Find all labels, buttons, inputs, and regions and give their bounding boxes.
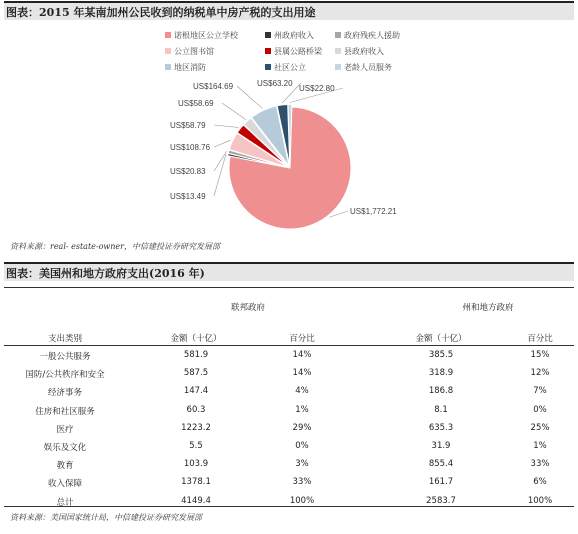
table-header-rule (4, 345, 574, 346)
table-cell: 100% (527, 495, 553, 506)
table-cell: 587.5 (183, 368, 209, 379)
table-cell: 581.9 (183, 350, 209, 360)
table-cell: 147.4 (183, 386, 209, 397)
legend-label: 社区公立 (274, 63, 306, 72)
table-cell: 100% (289, 495, 315, 506)
table-bottom-rule (4, 506, 574, 507)
table-cell: 855.4 (428, 459, 454, 470)
table-cell: 385.5 (428, 350, 454, 360)
slice-data-label: US$164.69 (193, 82, 234, 91)
row-category: 娱乐及文化 (43, 443, 87, 453)
table-cell: 29% (292, 422, 312, 433)
row-category: 总计 (56, 497, 74, 508)
table-cell: 60.3 (186, 404, 206, 415)
slice-data-label: US$20.83 (170, 167, 206, 176)
figure1-title: 图表：2015 年某南加州公民收到的纳税单中房产税的支出用途 (4, 1, 574, 20)
table-cell: 14% (292, 350, 312, 360)
row-category: 经济事务 (47, 388, 82, 399)
leader-line (214, 140, 231, 147)
figure1-source: 资料来源：real- estate-owner，中信建投证券研究发展部 (10, 242, 220, 251)
row-category: 住房和社区服务 (35, 406, 95, 417)
leader-line (214, 154, 226, 196)
slice-data-label: US$58.69 (178, 99, 214, 108)
pie-chart (0, 0, 578, 260)
legend-label: 老龄人员服务 (344, 63, 392, 72)
legend-label: 县属公路桥梁 (274, 47, 322, 56)
row-category: 一般公共服务 (39, 352, 91, 362)
group-header-state-local: 州和地方政府 (462, 303, 514, 313)
table-cell: 8.1 (434, 404, 448, 415)
table-cell: 635.3 (428, 422, 454, 433)
table-cell: 33% (292, 477, 312, 488)
column-header: 金额（十亿） (415, 334, 467, 344)
table-cell: 161.7 (428, 477, 454, 488)
table-cell: 1% (295, 404, 309, 415)
column-header: 支出类别 (47, 334, 82, 344)
column-header: 百分比 (527, 334, 553, 344)
table-cell: 31.9 (431, 441, 451, 451)
slice-data-label: US$63.20 (257, 79, 293, 88)
table-cell: 15% (530, 350, 550, 360)
leader-line (222, 103, 246, 120)
table-cell: 3% (295, 459, 309, 470)
column-header: 百分比 (289, 334, 315, 344)
table-cell: 6% (533, 477, 547, 488)
leader-line (214, 151, 227, 171)
table-cell: 186.8 (428, 386, 454, 397)
table-source: 资料来源：美国国家统计局，中信建投证券研究发展部 (10, 513, 202, 522)
row-category: 国防/公共秩序和安全 (25, 370, 105, 381)
legend-label: 县政府收入 (344, 47, 384, 56)
row-category: 教育 (56, 461, 74, 472)
table-cell: 25% (530, 422, 550, 433)
table-cell: 318.9 (428, 368, 454, 379)
slice-data-label: US$108.76 (170, 143, 211, 152)
slice-data-label: US$22.80 (299, 84, 335, 93)
table-cell: 1223.2 (181, 422, 211, 433)
slice-data-label: US$13.49 (170, 192, 206, 201)
slice-data-label: US$58.79 (170, 121, 206, 130)
table-cell: 2583.7 (426, 495, 456, 506)
column-header: 金额（十亿） (170, 334, 222, 344)
slice-data-label: US$1,772.21 (350, 207, 397, 216)
table-cell: 14% (292, 368, 312, 379)
table-title: 图表：美国州和地方政府支出(2016 年) (4, 262, 574, 281)
table-cell: 1% (533, 441, 547, 451)
legend-label: 州政府收入 (274, 31, 314, 40)
legend-label: 公立图书馆 (174, 47, 214, 56)
table-cell: 0% (295, 441, 309, 451)
leader-line (237, 86, 263, 109)
table-cell: 12% (530, 368, 550, 379)
table-cell: 7% (533, 386, 547, 397)
table-cell: 5.5 (189, 441, 203, 451)
table-top-rule (4, 287, 574, 288)
legend-label: 政府残疾人援助 (344, 31, 400, 40)
table-cell: 4% (295, 386, 309, 397)
leader-line (214, 125, 239, 127)
table-cell: 103.9 (183, 459, 209, 470)
row-category: 收入保障 (47, 479, 82, 490)
table-cell: 1378.1 (181, 477, 211, 488)
table-cell: 0% (533, 404, 547, 415)
row-category: 医疗 (56, 424, 74, 435)
table-cell: 4149.4 (181, 495, 211, 506)
legend-label: 地区消防 (174, 63, 206, 72)
legend-label: 诺根地区公立学校 (174, 31, 238, 40)
group-header-federal: 联邦政府 (230, 303, 265, 313)
table-cell: 33% (530, 459, 550, 470)
